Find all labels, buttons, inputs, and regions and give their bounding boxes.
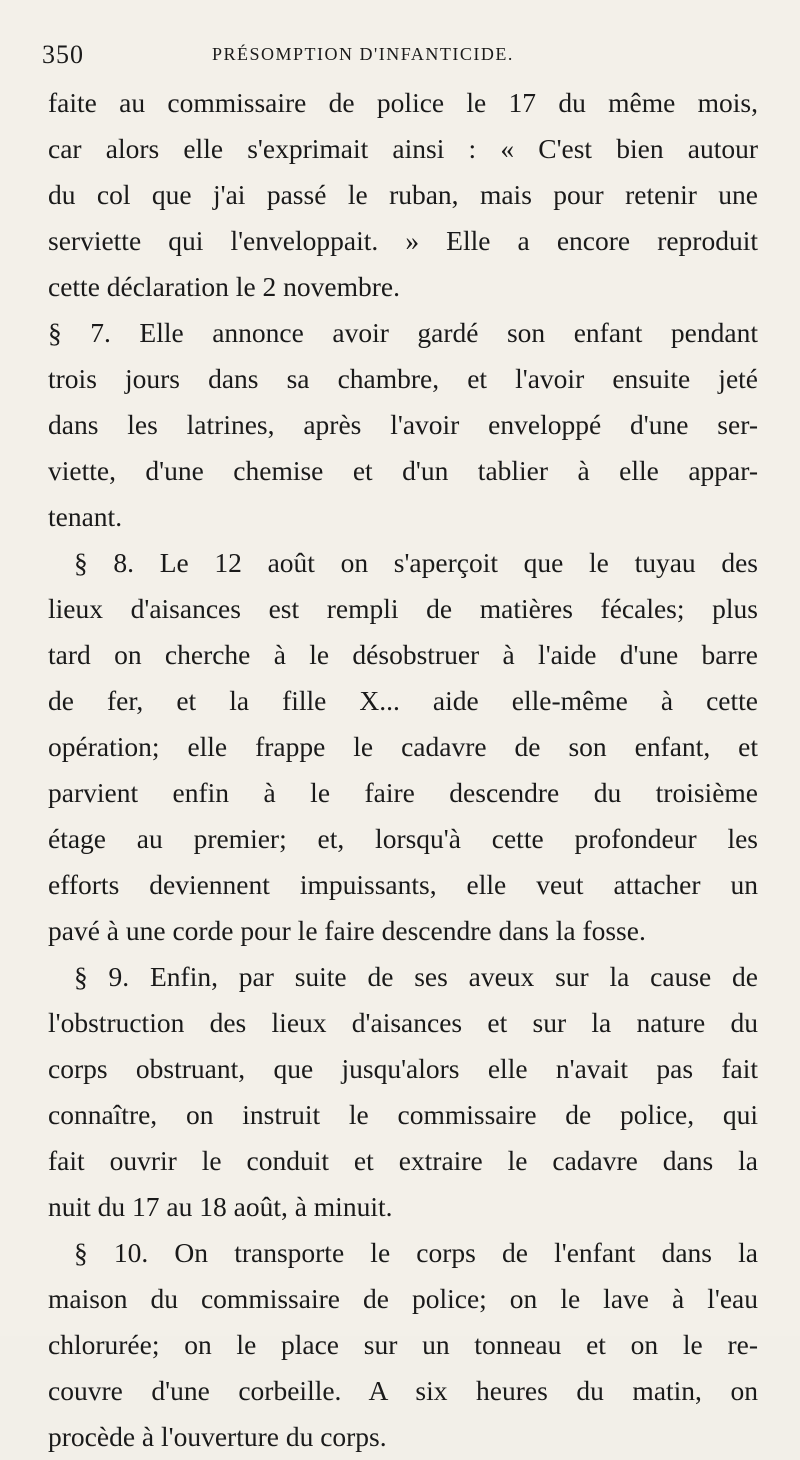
text-line: chlorurée; on le place sur un tonneau et on le re-: [48, 1329, 758, 1360]
text-line: procède à l'ouverture du corps.: [48, 1421, 387, 1452]
body-text: [48, 80, 758, 1460]
text-line: viette, d'une chemise et d'un tablier à elle appar-: [48, 455, 758, 486]
text-line: § 7. Elle annonce avoir gardé son enfant pendant: [48, 317, 758, 348]
text-line: parvient enfin à le faire descendre du troisième: [48, 777, 758, 808]
text-line: lieux d'aisances est rempli de matières fécales; plus: [48, 593, 758, 624]
text-line: couvre d'une corbeille. A six heures du matin, on: [48, 1375, 758, 1406]
text-line: du col que j'ai passé le ruban, mais pour retenir une: [48, 179, 758, 210]
page-header: [42, 40, 757, 74]
text-line: étage au premier; et, lorsqu'à cette profondeur les: [48, 823, 758, 854]
text-line: maison du commissaire de police; on le lave à l'eau: [48, 1283, 758, 1314]
text-line: l'obstruction des lieux d'aisances et sur la nature du: [48, 1007, 758, 1038]
text-line: cette déclaration le 2 novembre.: [48, 271, 400, 302]
text-line: car alors elle s'exprimait ainsi : « C'est bien autour: [48, 133, 758, 164]
text-line: connaître, on instruit le commissaire de police, qui: [48, 1099, 758, 1130]
text-line: efforts deviennent impuissants, elle veut attacher un: [48, 869, 758, 900]
text-line: serviette qui l'enveloppait. » Elle a encore reproduit: [48, 225, 758, 256]
text-line: tenant.: [48, 501, 123, 532]
page-number: 350: [42, 40, 84, 69]
text-line: § 8. Le 12 août on s'aperçoit que le tuyau des: [74, 547, 758, 578]
text-line: corps obstruant, que jusqu'alors elle n'avait pas fait: [48, 1053, 758, 1084]
text-line: trois jours dans sa chambre, et l'avoir ensuite jeté: [48, 363, 758, 394]
text-line: dans les latrines, après l'avoir enveloppé d'une ser-: [48, 409, 758, 440]
text-line: fait ouvrir le conduit et extraire le cadavre dans la: [48, 1145, 758, 1176]
text-line: faite au commissaire de police le 17 du même mois,: [48, 87, 758, 118]
text-line: nuit du 17 au 18 août, à minuit.: [48, 1191, 393, 1222]
text-line: tard on cherche à le désobstruer à l'aide d'une barre: [48, 639, 758, 670]
text-line: de fer, et la fille X... aide elle-même à cette: [48, 685, 758, 716]
text-line: § 9. Enfin, par suite de ses aveux sur la cause de: [74, 961, 758, 992]
text-line: opération; elle frappe le cadavre de son enfant, et: [48, 731, 758, 762]
text-line: § 10. On transporte le corps de l'enfant dans la: [74, 1237, 758, 1268]
text-line: pavé à une corde pour le faire descendre dans la fosse.: [48, 915, 646, 946]
running-title: PRÉSOMPTION D'INFANTICIDE.: [212, 44, 514, 64]
